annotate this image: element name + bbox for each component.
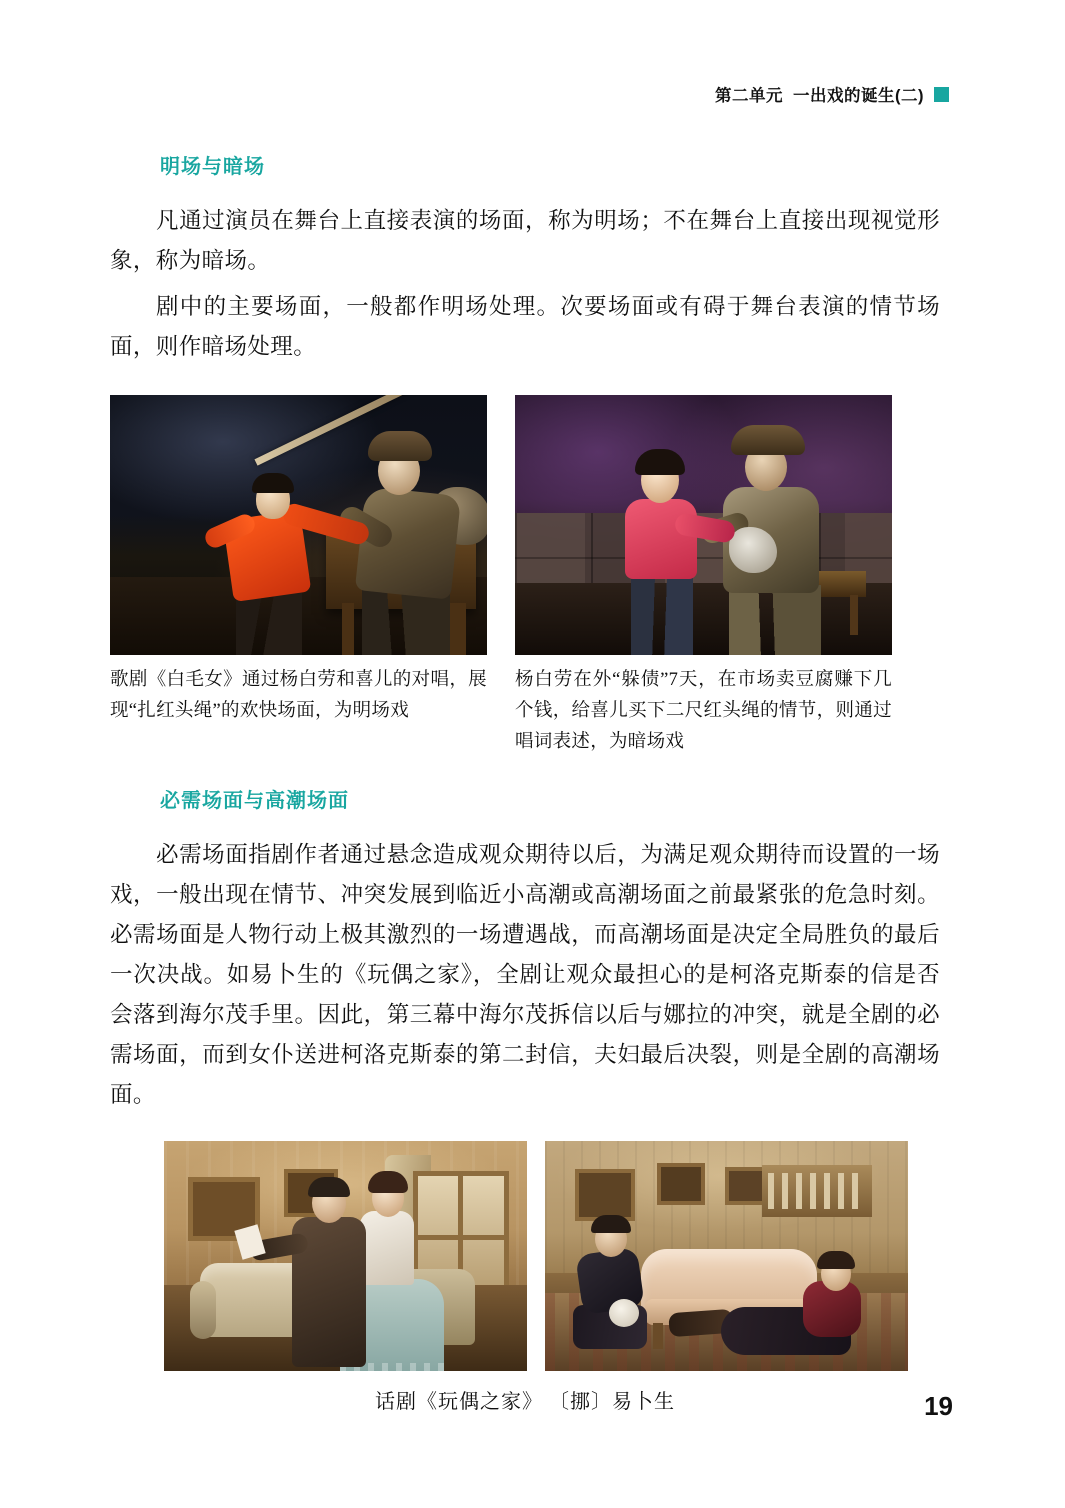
running-head-chapter: 一出戏的诞生(二) [793, 87, 924, 105]
square-marker-icon [934, 87, 949, 102]
dolls-house-final-rupture-scene-photo [545, 1141, 908, 1371]
section-heading-2: 必需场面与高潮场面 [160, 790, 349, 812]
figure-top-right [515, 395, 892, 758]
page-number: 19 [924, 1391, 953, 1421]
figure-top-right-caption: 杨白劳在外“躲债”7天，在市场卖豆腐赚下几个钱，给喜儿买下二尺红头绳的情节，则通过唱词表述，为暗场戏 [515, 670, 892, 752]
opera-baimaonv-market-scene-stage-photo [515, 395, 892, 655]
section-1-paragraph-1: 凡通过演员在舞台上直接表演的场面，称为明场；不在舞台上直接出现视觉形象，称为暗场。 [110, 208, 940, 273]
section-1-paragraph-2: 剧中的主要场面，一般都作明场处理。次要场面或有碍于舞台表演的情节场面，则作暗场处理。 [110, 294, 940, 359]
section-2-paragraph-1: 必需场面指剧作者通过悬念造成观众期待以后，为满足观众期待而设置的一场戏，一般出现在情节、冲突发展到临近小高潮或高潮场面之前最紧张的危急时刻。必需场面是人物行动上极其激烈的一场遭遇战，而高潮场面是决定全局胜负的最后一次决战。如易卜生的《玩偶之家》，全剧让观众最担心的是柯洛克斯泰的信是否会落到海尔茂手里。因此，第三幕中海尔茂拆信以后与娜拉的冲突，就是全剧的必需场面，而到女仆送进柯洛克斯泰的第二封信，夫妇最后决裂，则是全剧的高潮场面。 [110, 842, 940, 1107]
figure-row-bottom-caption: 话剧《玩偶之家》 〔挪〕易卜生 [375, 1391, 675, 1413]
dolls-house-helmer-nora-letter-scene-photo [164, 1141, 527, 1371]
section-heading-1: 明场与暗场 [160, 156, 265, 178]
figure-bottom-right [545, 1141, 908, 1371]
figure-bottom-left [164, 1141, 527, 1371]
figure-top-left-caption: 歌剧《白毛女》通过杨白劳和喜儿的对唱，展现“扎红头绳”的欢快场面，为明场戏 [110, 670, 487, 721]
figure-top-left [110, 395, 487, 758]
figure-row-bottom [110, 1141, 940, 1371]
running-head [715, 82, 949, 106]
figure-row-top [110, 395, 940, 758]
running-head-unit: 第二单元 [715, 87, 783, 105]
opera-baimaonv-red-jacket-stage-photo [110, 395, 487, 655]
page-content [110, 150, 940, 1414]
